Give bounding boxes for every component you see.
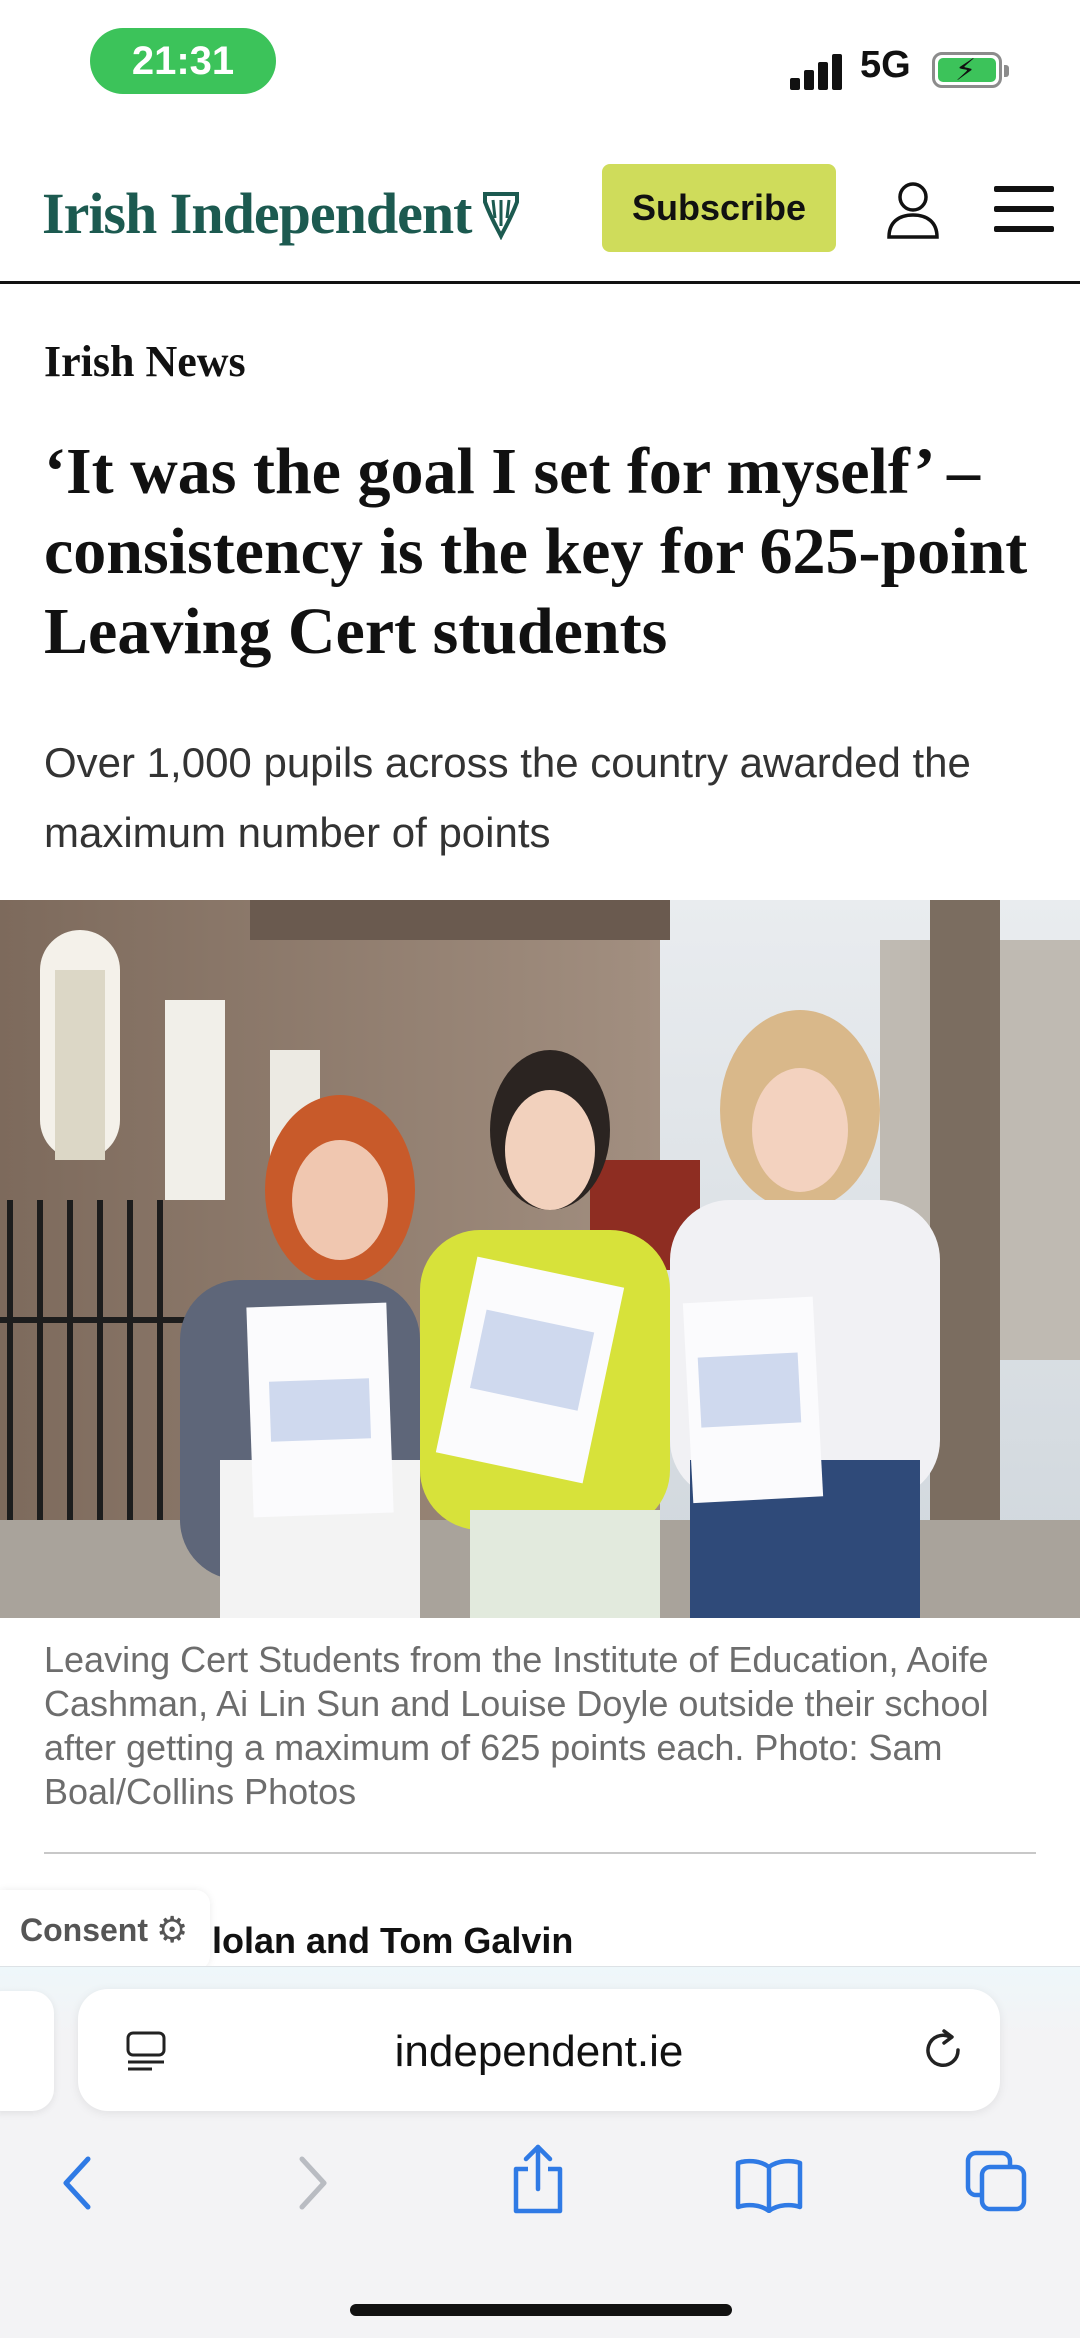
caption-divider [44, 1852, 1036, 1854]
reload-icon[interactable] [920, 2027, 966, 2073]
consent-label: Consent [20, 1911, 148, 1948]
status-bar [0, 0, 1080, 130]
photo-caption: Leaving Cert Students from the Institute of Education, Aoife Cashman, Ai Lin Sun and Louise Doyle outside their school after getting a maximum of 625 points each. Photo: Sam Boal/Collins Photos [44, 1639, 989, 1812]
site-logo[interactable] [42, 180, 521, 247]
bookmarks-icon[interactable] [734, 2157, 804, 2213]
gear-icon: ⚙ [156, 1909, 189, 1950]
article-standfirst: Over 1,000 pupils across the country awarded the maximum number of points [44, 739, 971, 856]
battery-charging-icon: ⚡ [932, 52, 1002, 88]
user-icon[interactable] [886, 180, 940, 240]
back-icon[interactable] [58, 2153, 98, 2213]
address-bar[interactable] [78, 1989, 1000, 2111]
home-indicator[interactable] [350, 2304, 732, 2316]
article-headline: ‘It was the goal I set for myself’ – consistency is the key for 625-point Leaving Cert students [44, 435, 1028, 668]
article-photo[interactable] [0, 900, 1080, 1618]
url-text[interactable]: independent.ie [394, 2027, 684, 2076]
signal-strength-icon [790, 52, 846, 90]
previous-tab-edge[interactable] [0, 1991, 54, 2111]
subscribe-button[interactable]: Subscribe [602, 164, 836, 252]
site-header [0, 140, 1080, 284]
browser-chrome [0, 1966, 1080, 2338]
harp-icon [481, 188, 521, 240]
section-label[interactable]: Irish News [44, 337, 246, 386]
logo-text: Irish Independent [42, 181, 472, 246]
consent-button[interactable] [0, 1890, 210, 1970]
network-type: 5G [860, 44, 911, 86]
forward-icon[interactable] [292, 2153, 332, 2213]
article-byline[interactable]: lolan and Tom Galvin [212, 1920, 574, 1961]
students-photo-illustration [0, 900, 1080, 1618]
hamburger-menu-icon[interactable] [994, 184, 1054, 234]
status-time: 21:31 [90, 28, 276, 94]
tabs-icon[interactable] [964, 2149, 1028, 2213]
share-icon[interactable] [508, 2143, 568, 2215]
